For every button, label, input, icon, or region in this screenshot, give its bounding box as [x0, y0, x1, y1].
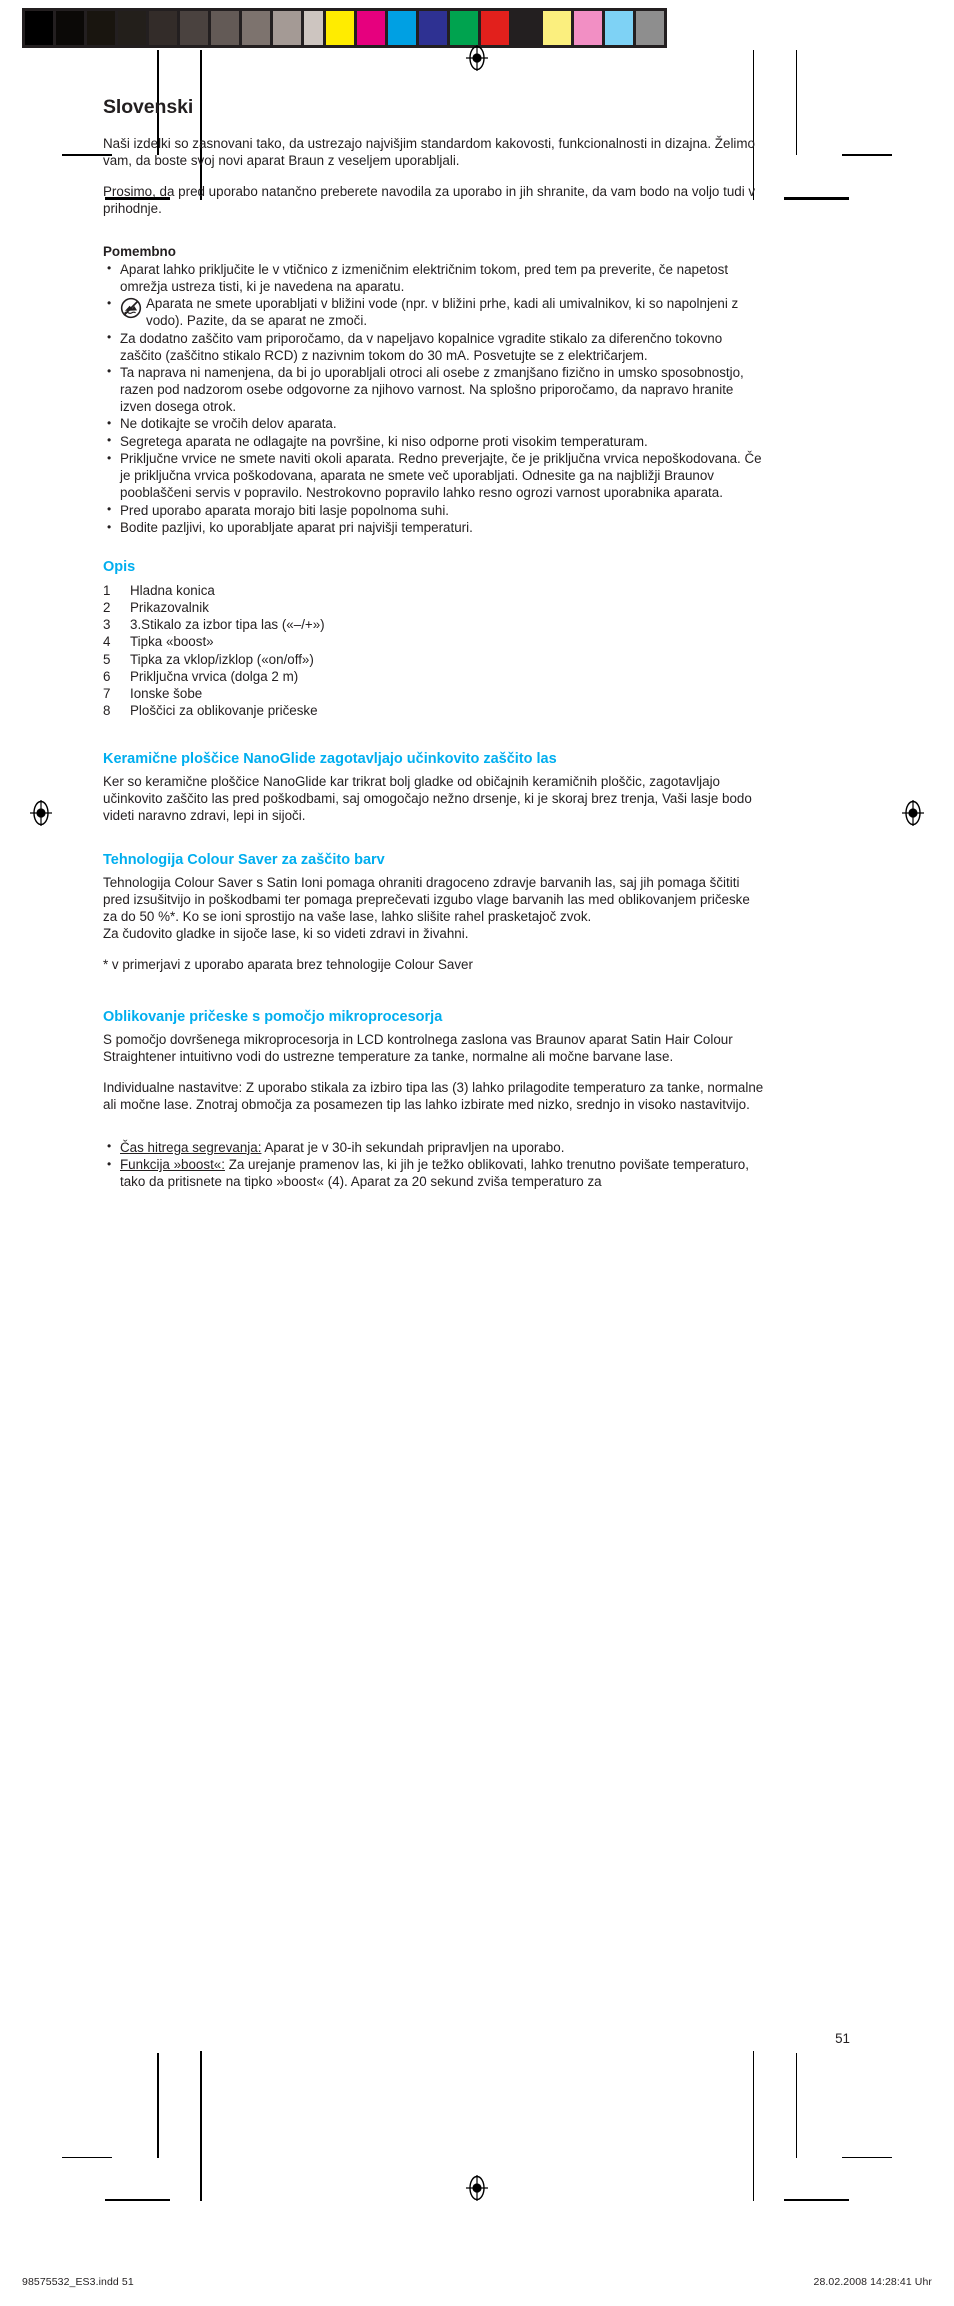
page-number: 51: [835, 2031, 850, 2046]
crop-mark-br-horizontal: [842, 2157, 892, 2159]
color-swatch: [636, 11, 664, 45]
color-swatch: [543, 11, 571, 45]
no-water-icon: [120, 297, 142, 319]
section-heading-opis: Opis: [103, 558, 136, 575]
color-swatch: [450, 11, 478, 45]
crop-mark-br-vertical-2: [753, 2051, 755, 2201]
spacer: [103, 538, 765, 558]
crop-mark-bl-vertical-2: [200, 2051, 202, 2201]
list-item: [103, 633, 765, 650]
color-swatch: [481, 11, 509, 45]
list-item-number: 6: [103, 668, 111, 684]
crop-mark-bl-horizontal: [62, 2157, 112, 2159]
greyscale-ramp: [22, 8, 366, 48]
list-item-number: 7: [103, 686, 111, 702]
page-content: [103, 96, 765, 1192]
list-item-label: Tipka «boost»: [130, 634, 214, 650]
list-item: [103, 582, 765, 599]
color-swatch: [357, 11, 385, 45]
list-item: • Ta naprava ni namenjena, da bi jo uporabljali otroci ali osebe z zmanjšano fizično in umsko sposobnostjo, razen pod nadzorom osebe odgovorne za njihovo varnost. Na splošno priporočamo, da napravo hranite izven dosega otrok.: [103, 365, 765, 416]
list-item-term: Funkcija »boost«:: [120, 1157, 225, 1173]
section-heading-nanoglide: Keramične ploščice NanoGlide zagotavljajo učinkovito zaščito las: [103, 750, 557, 767]
important-bullet-list: [103, 262, 765, 537]
color-swatch: [326, 11, 354, 45]
list-item: • Priključne vrvice ne smete naviti okoli aparata. Redno preverjajte, če je priključna vrvica nepoškodovana. Če je priključna vrvica poškodovana, aparata ne smete več uporabljati. Odnesite ga na najbližji Braunov pooblaščeni servis v popravilo. Nestrokovno popravilo lahko resno ogrozi varnost uporabnika aparata.: [103, 451, 765, 502]
registration-mark-right-icon: [900, 800, 926, 826]
list-item: [103, 616, 765, 633]
color-swatch: [87, 11, 115, 45]
list-item: • Za dodatno zaščito vam priporočamo, da v napeljavo kopalnice vgradite stikalo za diferenčno tokovno zaščito (zaščitno stikalo RCD) z nazivnim tokom do 30 mA. Posvetujte se z električarjem.: [103, 331, 765, 365]
description-number-list: [103, 582, 765, 720]
list-item-number: 1: [103, 582, 111, 598]
list-item: [103, 651, 765, 668]
colour-saver-body-1: Tehnologija Colour Saver s Satin Ioni pomaga ohraniti dragoceno zdravje barvanih las, saj jih pomaga ščititi pred izsušitvijo in poškodbami ter pomaga preprečevati izgubo vlage barvanih las med oblikovanjem pričeske za do 50 %*. Ko se ioni sprostijo na vaše lase, lahko slišite rahel prasketajoč zvok.: [103, 874, 750, 924]
list-item-number: 8: [103, 703, 111, 719]
list-item-label: Prikazovalnik: [130, 600, 209, 615]
list-item-term: Čas hitrega segrevanja:: [120, 1139, 262, 1155]
color-swatch: [512, 11, 540, 45]
color-swatch: [25, 11, 53, 45]
section-heading-microprocessor: Oblikovanje pričeske s pomočjo mikroprocesorja: [103, 1008, 443, 1025]
imprint-timestamp: 28.02.2008 14:28:41 Uhr: [813, 2276, 932, 2288]
list-item-label: Priključna vrvica (dolga 2 m): [130, 668, 299, 684]
list-item: [103, 1157, 765, 1191]
color-swatch: [149, 11, 177, 45]
color-swatch: [211, 11, 239, 45]
list-item-number: 4: [103, 634, 111, 650]
color-swatch: [388, 11, 416, 45]
list-item: [103, 702, 765, 719]
list-item: • Ne dotikajte se vročih delov aparata.: [103, 416, 765, 433]
list-item: [103, 685, 765, 702]
list-item-no-water: [103, 296, 765, 330]
list-item: • Segretega aparata ne odlagajte na površine, ki niso odporne proti visokim temperaturam.: [103, 434, 765, 451]
intro-paragraph-1: Naši izdelki so zasnovani tako, da ustrezajo najvišjim standardom kakovosti, funkcionalnosti in dizajna. Želimo vam, da boste svoj novi aparat Braun z veseljem uporabljali.: [103, 136, 755, 168]
crop-mark-tr-vertical: [796, 50, 798, 155]
color-swatch: [56, 11, 84, 45]
page-title: Slovenski: [103, 96, 194, 118]
list-item-number: 5: [103, 651, 111, 667]
list-item-label: Aparat je v 30-ih sekundah pripravljen na uporabo.: [261, 1139, 565, 1155]
spacer: [103, 988, 765, 1008]
color-swatch: [419, 11, 447, 45]
color-swatch: [273, 11, 301, 45]
list-item-number: 2: [103, 600, 111, 615]
list-item-label: 3.Stikalo za izbor tipa las («–/+»): [130, 617, 325, 633]
color-swatch: [180, 11, 208, 45]
crop-mark-br-horizontal-2: [784, 2199, 849, 2202]
printer-calibration-bars: [0, 0, 954, 48]
list-item: [103, 1140, 765, 1157]
crop-mark-br-vertical: [796, 2053, 798, 2158]
color-swatch: [118, 11, 146, 45]
color-swatch: [605, 11, 633, 45]
registration-mark-bottom-icon: [464, 2175, 490, 2201]
section-heading-colour-saver: Tehnologija Colour Saver za zaščito barv: [103, 851, 385, 868]
microprocessor-body-2: Individualne nastavitve: Z uporabo stikala za izbiro tipa las (3) lahko prilagodite temperaturo za tanke, normalne ali močne lase. Znotraj območja za posamezen tip las lahko izbirate med nizko, srednjo in visoko nastavitvijo.: [103, 1079, 764, 1112]
spacer: [103, 839, 765, 851]
list-item-label: Hladna konica: [130, 582, 215, 598]
spacer: [103, 232, 765, 244]
list-item: [103, 599, 765, 616]
registration-mark-left-icon: [28, 800, 54, 826]
list-item-label: Ploščici za oblikovanje pričeske: [130, 703, 318, 719]
important-heading: Pomembno: [103, 243, 176, 259]
crop-mark-tr-horizontal-2: [784, 197, 849, 200]
list-item: [103, 668, 765, 685]
microprocessor-bullet-list: [103, 1140, 765, 1191]
list-item: • Bodite pazljivi, ko uporabljate aparat pri najvišji temperaturi.: [103, 520, 765, 537]
colour-saver-body-2: Za čudovito gladke in sijoče lase, ki so videti zdravi in živahni.: [103, 925, 469, 941]
spacer: [103, 1128, 765, 1140]
crop-mark-bl-horizontal-2: [105, 2199, 170, 2202]
color-swatch: [242, 11, 270, 45]
color-patch-strip: [323, 8, 667, 48]
imprint-filename: 98575532_ES3.indd 51: [22, 2276, 134, 2288]
crop-mark-tr-horizontal: [842, 154, 892, 156]
microprocessor-body-1: S pomočjo dovršenega mikroprocesorja in LCD kontrolnega zaslona vas Braunov aparat Satin Hair Colour Straightener intuitivno vodi do ustrezne temperature za tanke, normalne ali močne barvane lase.: [103, 1031, 733, 1064]
registration-mark-top-icon: [464, 45, 490, 71]
list-item-label: Aparata ne smete uporabljati v bližini vode (npr. v bližini prhe, kadi ali umivalnikov, ki so napolnjeni z vodo). Pazite, da se aparat ne zmoči.: [146, 296, 739, 329]
crop-mark-bl-vertical: [157, 2053, 159, 2158]
nanoglide-body: Ker so keramične ploščice NanoGlide kar trikrat bolj gladke od običajnih keramičnih ploščic, zagotavljajo učinkovito zaščito las pred poškodbami, saj omogočajo nežno drsenje, ki je skoraj brez trenja, Vaši lasje bodo videti naravno zdravi, lepi in sijoči.: [103, 773, 752, 823]
list-item: • Pred uporabo aparata morajo biti lasje popolnoma suhi.: [103, 503, 765, 520]
list-item-label: Ionske šobe: [130, 686, 203, 702]
spacer: [103, 720, 765, 750]
color-swatch: [574, 11, 602, 45]
colour-saver-footnote: * v primerjavi z uporabo aparata brez tehnologije Colour Saver: [103, 956, 473, 972]
intro-paragraph-2: Prosimo, da pred uporabo natančno preberete navodila za uporabo in jih shranite, da vam bodo na voljo tudi v prihodnje.: [103, 183, 756, 216]
list-item-label: Tipka za vklop/izklop («on/off»): [130, 651, 314, 667]
list-item-number: 3: [103, 617, 111, 633]
list-item: • Aparat lahko priključite le v vtičnico z izmeničnim električnim tokom, pred tem pa preverite, če napetost omrežja ustreza tisti, ki je navedena na aparatu.: [103, 262, 765, 296]
list-item-label: Za urejanje pramenov las, ki jih je težko oblikovati, lahko trenutno povišate temperaturo, tako da pritisnete na tipko »boost« (4). Aparat za 20 sekund zviša temperaturo za: [120, 1157, 749, 1190]
